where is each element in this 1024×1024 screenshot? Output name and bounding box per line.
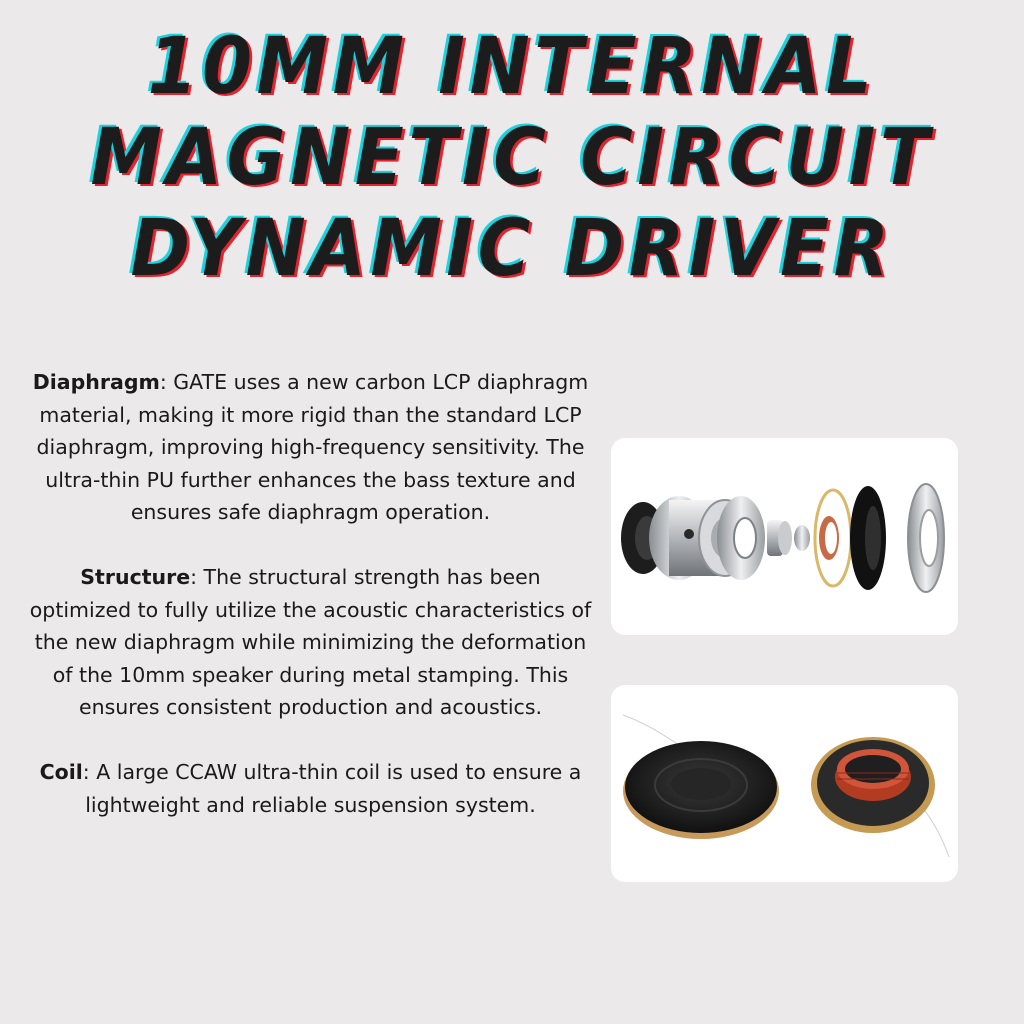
title-line-1: 10MM INTERNAL	[147, 22, 877, 112]
title-line-2: MAGNETIC CIRCUIT	[90, 113, 934, 203]
coil-label: Coil	[39, 759, 83, 784]
title-line-3: DYNAMIC DRIVER	[130, 204, 894, 294]
coil-paragraph	[28, 756, 593, 821]
coil-text: : A large CCAW ultra-thin coil is used to ensure a lightweight and reliable suspension system.	[82, 759, 582, 817]
structure-text: : The structural strength has been optimized to fully utilize the acoustic characteristics of the new diaphragm while minimizing the deformation of the 10mm speaker during metal stamping. This ensures consistent production and acoustics.	[29, 564, 592, 720]
exploded-view-card	[611, 438, 958, 635]
description-column	[28, 366, 593, 853]
diaphragm-coil-card	[611, 685, 958, 882]
diaphragm-coil-image	[611, 685, 958, 882]
diaphragm-label: Diaphragm	[32, 370, 160, 394]
exploded-view-image	[611, 438, 958, 635]
diaphragm-paragraph	[28, 366, 593, 529]
structure-paragraph	[28, 561, 593, 724]
diaphragm-text: : GATE uses a new carbon LCP diaphragm material, making it more rigid than the standard LCP diaphragm, improving high-frequency sensitivity. The ultra-thin PU further enhances the bass texture and ensures safe diaphragm operation.	[36, 370, 589, 525]
structure-label: Structure	[80, 564, 191, 589]
page-title	[41, 22, 983, 295]
